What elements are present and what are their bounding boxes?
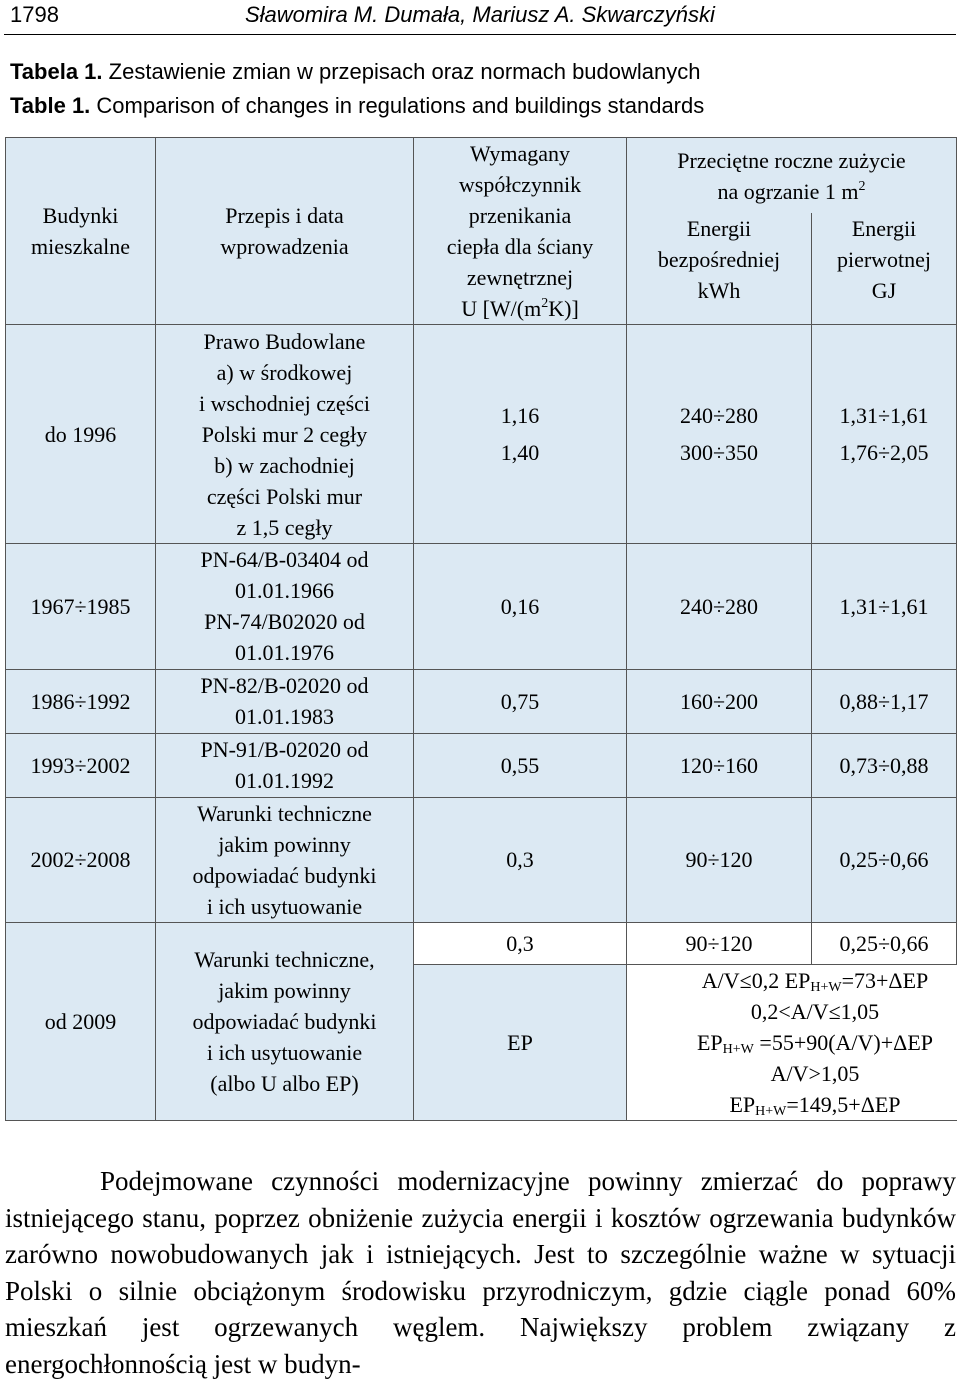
- regulation-cell: Prawo Budowlane a) w środkowej i wschodniej części Polski mur 2 cegły b) w zachodniej części Polski mur z 1,5 cegły: [156, 325, 414, 544]
- primary-energy-cell: 0,88÷1,17: [812, 669, 957, 733]
- body-paragraph: [5, 1163, 956, 1383]
- period-cell: do 1996: [6, 325, 156, 544]
- u-value-cell: 0,55: [414, 733, 627, 797]
- ep-formula-cell: A/V≤0,2 $EP_{H+W}=73+\Delta EP$ 0,2<A/V≤1,05 $EP_{H+W} =55+90(A/V)+\Delta EP$ A/V>1,05 $EP_{H+W}=149,5+\Delta EP$: [627, 964, 957, 1120]
- header-consumption-group: Przeciętne roczne zużycie na ogrzanie 1 $m^2$: [627, 138, 957, 214]
- regulation-cell: Warunki techniczne, jakim powinny odpowiadać budynki i ich usytuowanie (albo U albo EP): [156, 922, 414, 1120]
- period-cell: od 2009: [6, 922, 156, 1120]
- direct-energy-cell: 90÷120: [627, 922, 812, 964]
- regulation-cell: PN-91/B-02020 od 01.01.1992: [156, 733, 414, 797]
- table-row: [6, 733, 957, 797]
- direct-energy-cell: 240÷280 300÷350: [627, 325, 812, 544]
- regulation-cell: PN-82/B-02020 od 01.01.1983: [156, 669, 414, 733]
- period-cell: 2002÷2008: [6, 797, 156, 922]
- direct-energy-cell: 160÷200: [627, 669, 812, 733]
- table-caption: [10, 55, 704, 123]
- period-cell: 1967÷1985: [6, 544, 156, 669]
- ep-cell: EP: [414, 964, 627, 1120]
- page-number: 1798: [10, 2, 59, 27]
- paragraph-text: Podejmowane czynności modernizacyjne powinny zmierzać do poprawy istniejącego stanu, poprzez obniżenie zużycia energii i kosztów ogrzewania budynków zarówno nowobudowanych jak i istniejących. Jest to szczególnie ważne w sytuacji Polski o silnie obciążonym środowisku przyrodniczym, gdzie ciągle ponad 60% mieszkań jest ogrzewanych węglem. Największy problem związany z energochłonnością jest w budyn-: [5, 1166, 956, 1379]
- period-cell: 1993÷2002: [6, 733, 156, 797]
- table-row: [6, 669, 957, 733]
- header-direct-energy: Energii bezpośredniej kWh: [627, 213, 812, 324]
- caption-en: Table 1. Comparison of changes in regulations and buildings standards: [10, 93, 705, 118]
- header-regulation: Przepis i data wprowadzenia: [156, 138, 414, 325]
- table-row: [6, 797, 957, 922]
- regulations-table: [5, 137, 957, 1121]
- u-value-cell: 1,16 1,40: [414, 325, 627, 544]
- table-row: [6, 922, 957, 964]
- direct-energy-cell: 120÷160: [627, 733, 812, 797]
- primary-energy-cell: 1,31÷1,61: [812, 544, 957, 669]
- running-authors: Sławomira M. Dumała, Mariusz A. Skwarczyński: [245, 2, 715, 27]
- table-row: [6, 325, 957, 544]
- primary-energy-cell: 1,31÷1,61 1,76÷2,05: [812, 325, 957, 544]
- header-u-coefficient: Wymagany współczynnik przenikania ciepła dla ściany zewnętrznej U $[W/(m^2K)]$: [414, 138, 627, 325]
- caption-pl: Tabela 1. Zestawienie zmian w przepisach oraz normach budowlanych: [10, 59, 701, 84]
- header-primary-energy: Energii pierwotnej GJ: [812, 213, 957, 324]
- table-row: [6, 544, 957, 669]
- regulation-cell: PN-64/B-03404 od 01.01.1966 PN-74/B02020 od 01.01.1976: [156, 544, 414, 669]
- u-value-cell: 0,3: [414, 922, 627, 964]
- primary-energy-cell: 0,25÷0,66: [812, 922, 957, 964]
- primary-energy-cell: 0,25÷0,66: [812, 797, 957, 922]
- header-residential: Budynki mieszkalne: [6, 138, 156, 325]
- header-rule: [4, 34, 956, 35]
- direct-energy-cell: 240÷280: [627, 544, 812, 669]
- table-header-row: [6, 138, 957, 214]
- direct-energy-cell: 90÷120: [627, 797, 812, 922]
- u-value-cell: 0,3: [414, 797, 627, 922]
- primary-energy-cell: 0,73÷0,88: [812, 733, 957, 797]
- page-header: [0, 0, 960, 32]
- u-value-cell: 0,75: [414, 669, 627, 733]
- u-value-cell: 0,16: [414, 544, 627, 669]
- regulation-cell: Warunki techniczne jakim powinny odpowiadać budynki i ich usytuowanie: [156, 797, 414, 922]
- period-cell: 1986÷1992: [6, 669, 156, 733]
